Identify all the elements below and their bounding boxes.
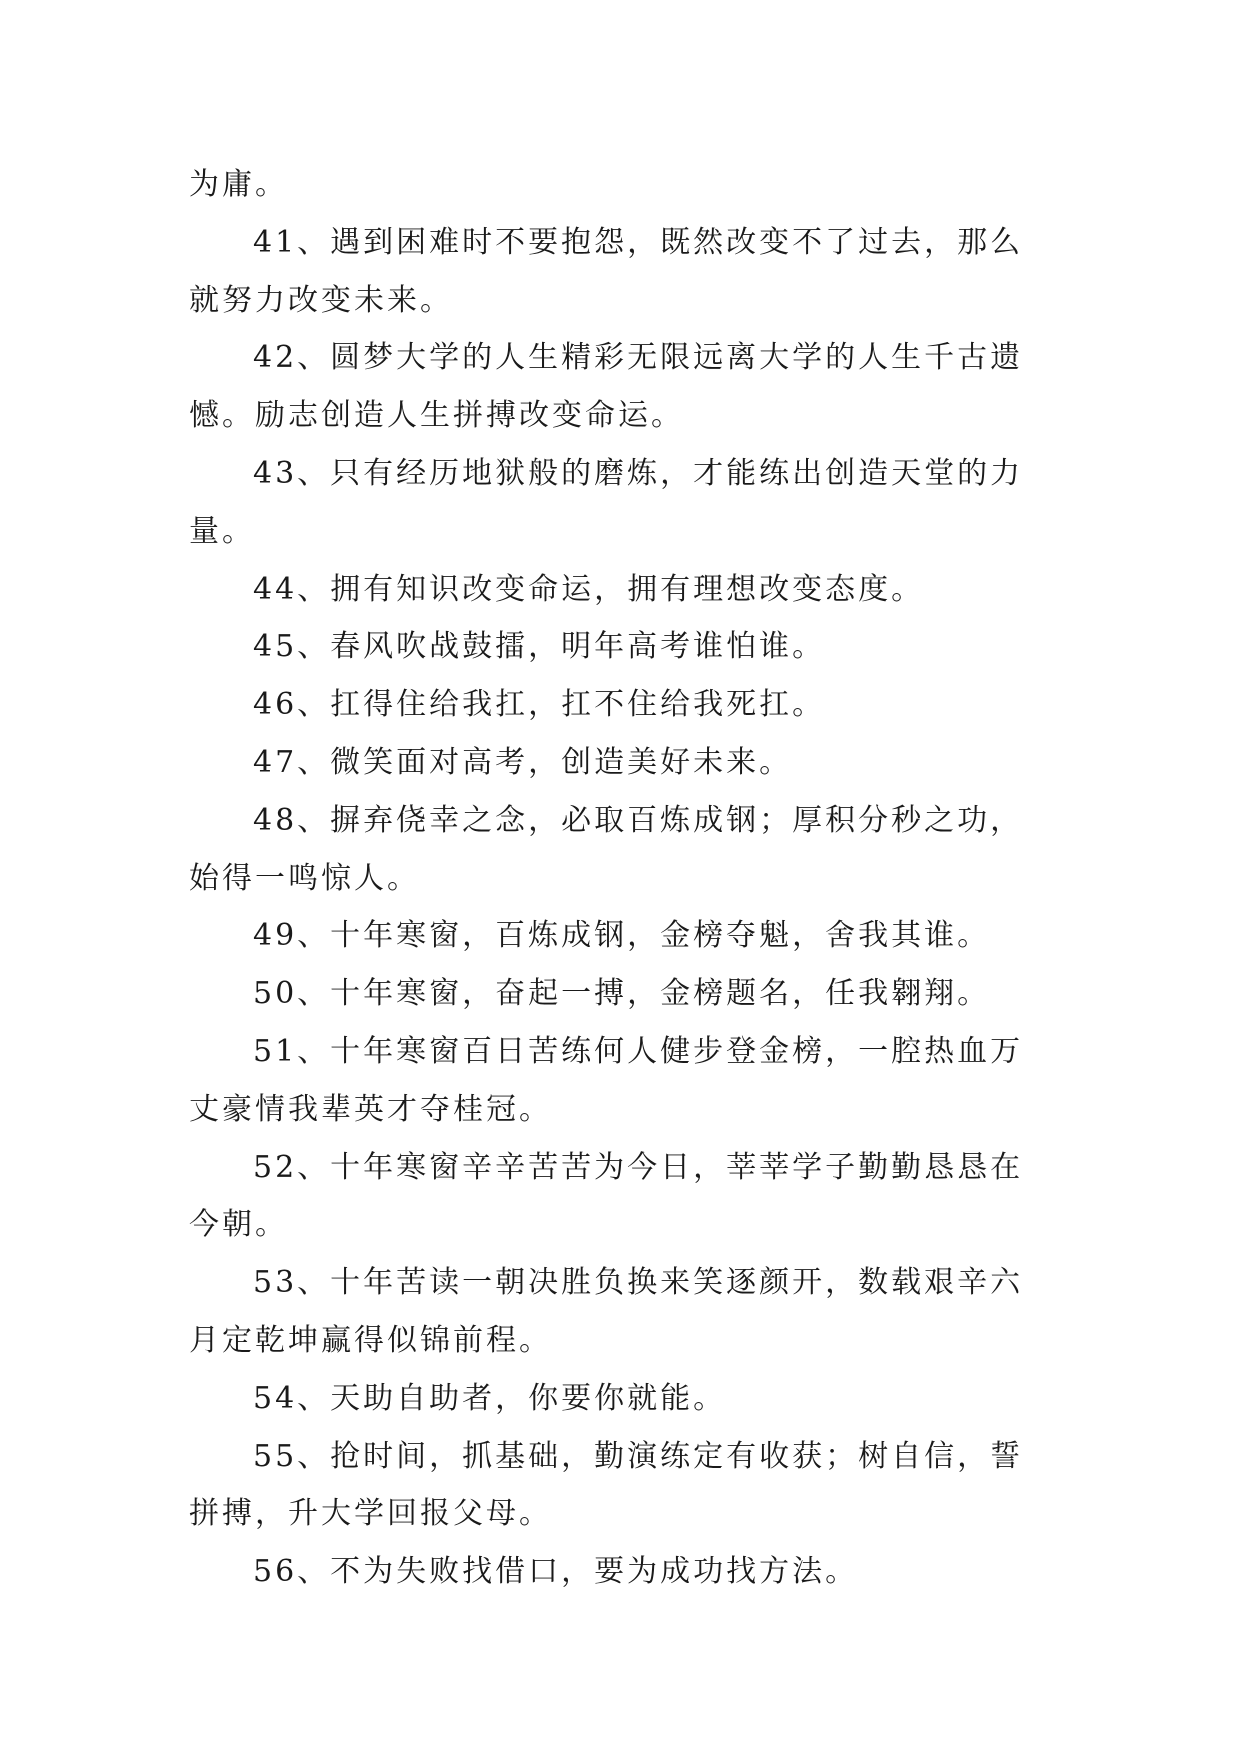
paragraph-item-52: 52、十年寒窗辛辛苦苦为今日，莘莘学子勤勤恳恳在今朝。: [189, 1149, 1024, 1243]
paragraph-item-50: 50、十年寒窗，奋起一搏，金榜题名，任我翱翔。: [253, 976, 991, 1012]
paragraph-item-55: 55、抢时间，抓基础，勤演练定有收获；树自信，誓拼搏，升大学回报父母。: [189, 1438, 1024, 1532]
paragraph-item-45: 45、春风吹战鼓擂，明年高考谁怕谁。: [253, 629, 826, 665]
paragraph-item-51: 51、十年寒窗百日苦练何人健步登金榜，一腔热血万丈豪情我辈英才夺桂冠。: [189, 1033, 1024, 1127]
paragraph-item-41: 41、遇到困难时不要抱怨，既然改变不了过去，那么就努力改变未来。: [189, 224, 1024, 318]
paragraph-item-54: 54、天助自助者，你要你就能。: [253, 1380, 727, 1416]
paragraph-item-53: 53、十年苦读一朝决胜负换来笑逐颜开，数载艰辛六月定乾坤赢得似锦前程。: [189, 1265, 1024, 1358]
paragraph-item-46: 46、扛得住给我扛，扛不住给我死扛。: [253, 687, 826, 723]
paragraph-item-56: 56、不为失败找借口，要为成功找方法。: [253, 1554, 859, 1590]
paragraph-item-42: 42、圆梦大学的人生精彩无限远离大学的人生千古遗憾。励志创造人生拼搏改变命运。: [189, 340, 1024, 434]
paragraph-item-48: 48、摒弃侥幸之念，必取百炼成钢；厚积分秒之功，始得一鸣惊人。: [189, 802, 1024, 896]
paragraph-item-47: 47、微笑面对高考，创造美好未来。: [253, 744, 793, 780]
paragraph-item-43: 43、只有经历地狱般的磨炼，才能练出创造天堂的力量。: [189, 455, 1024, 549]
paragraph-item-49: 49、十年寒窗，百炼成钢，金榜夺魁，舍我其谁。: [253, 918, 991, 954]
paragraph-continuation: 为庸。: [189, 167, 288, 202]
paragraph-item-44: 44、拥有知识改变命运，拥有理想改变态度。: [253, 571, 925, 607]
document-body: [189, 156, 1055, 1601]
